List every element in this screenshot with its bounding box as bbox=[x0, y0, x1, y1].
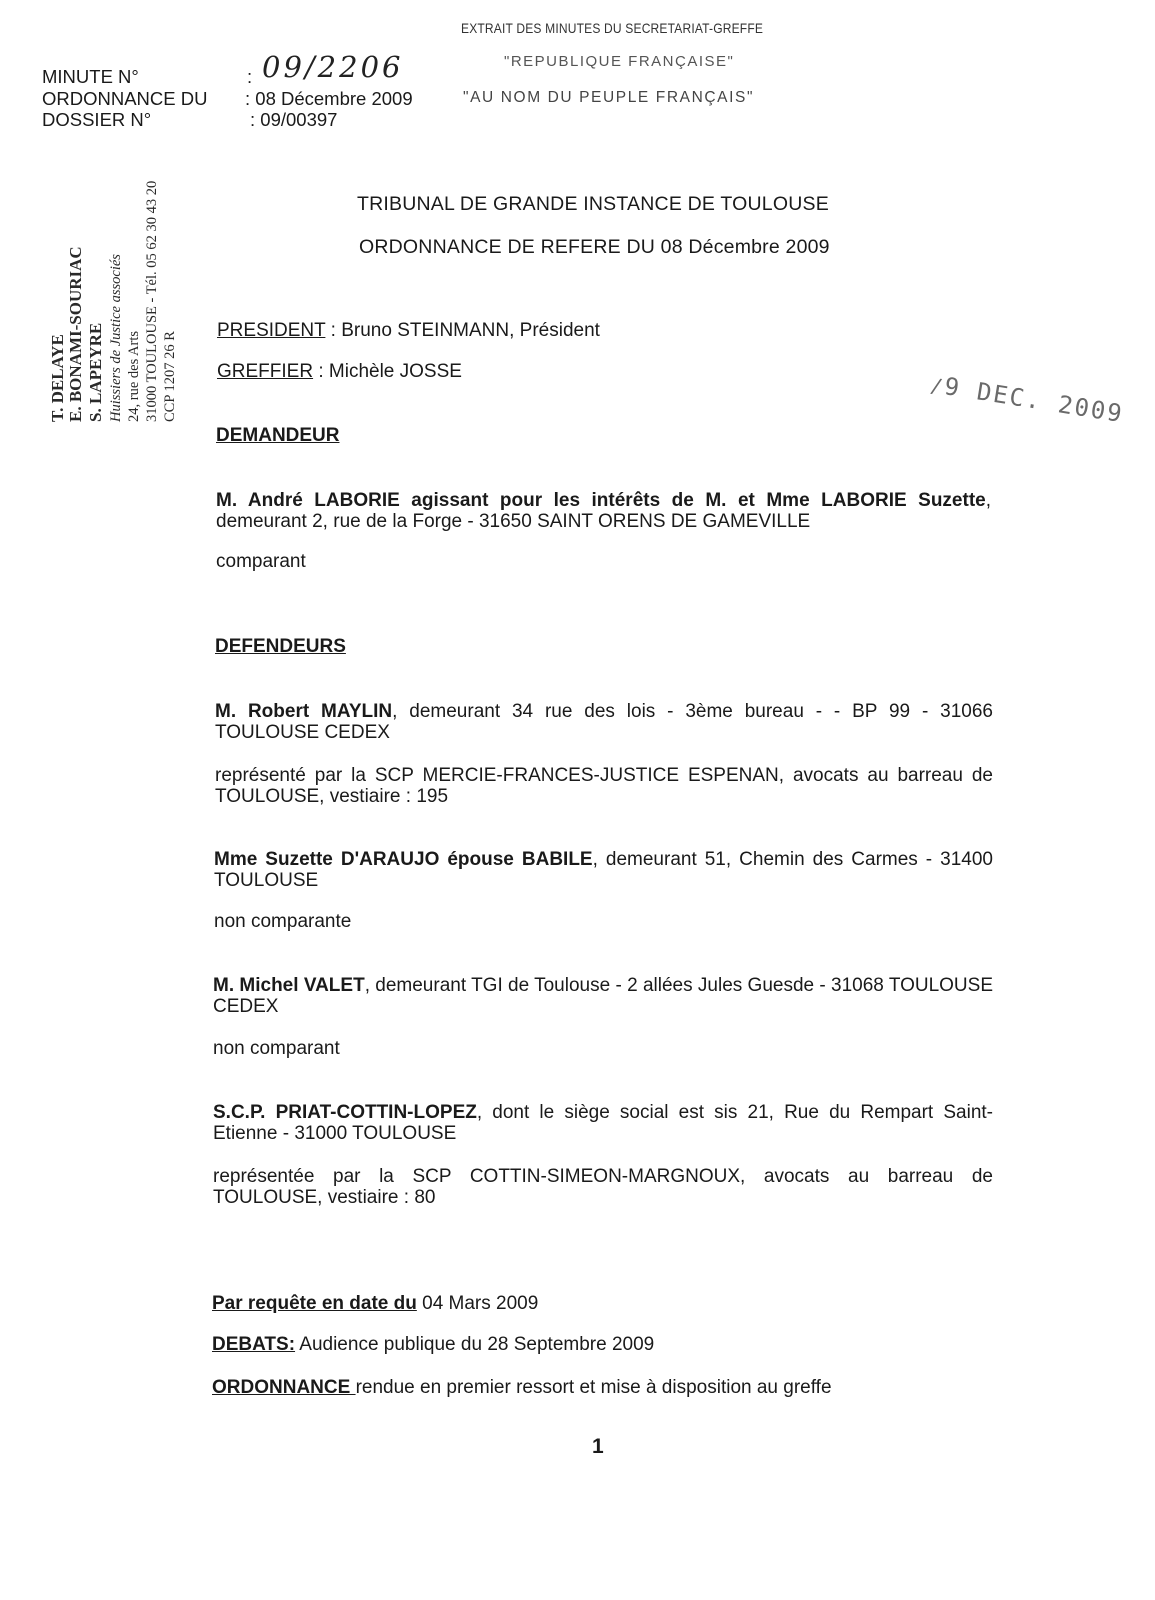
stamp-line-5: 24, rue des Arts bbox=[126, 330, 142, 422]
defendeur-entry bbox=[215, 701, 993, 743]
debats-value: Audience publique du 28 Septembre 2009 bbox=[295, 1334, 655, 1355]
demandeur-entry bbox=[216, 490, 991, 532]
minute-label: MINUTE N° bbox=[42, 66, 139, 87]
peuple-header: "AU NOM DU PEUPLE FRANÇAIS" bbox=[463, 89, 755, 106]
greffier-value: : Michèle JOSSE bbox=[313, 361, 462, 382]
dossier-number: : 09/00397 bbox=[250, 109, 338, 130]
defendeur-address: , demeurant TGI de Toulouse - 2 allées Jules Guesde - 31068 TOULOUSE CEDEX bbox=[213, 975, 993, 1017]
defendeur-name: S.C.P. PRIAT-COTTIN-LOPEZ bbox=[213, 1102, 477, 1123]
demandeur-heading: DEMANDEUR bbox=[216, 425, 340, 446]
defendeur-address: , dont le siège social est sis 21, Rue du Rempart Saint-Etienne - 31000 TOULOUSE bbox=[213, 1102, 993, 1144]
republique-header: "REPUBLIQUE FRANÇAISE" bbox=[504, 53, 735, 70]
stamp-line-2: E. BONAMI-SOURIAC bbox=[66, 246, 85, 422]
president-label: PRESIDENT bbox=[217, 320, 326, 341]
ordonnance-line bbox=[212, 1377, 832, 1398]
requete-line bbox=[212, 1293, 538, 1314]
defendeur-address: , demeurant 34 rue des lois - 3ème bureau - - BP 99 - 31066 TOULOUSE CEDEX bbox=[215, 701, 993, 743]
demandeur-status: comparant bbox=[216, 551, 306, 572]
greffier-label: GREFFIER bbox=[217, 361, 314, 382]
ordonnance-value: rendue en premier ressort et mise à disposition au greffe bbox=[355, 1377, 832, 1398]
stamp-line-7: CCP 1207 26 R bbox=[162, 331, 178, 422]
president-value: : Bruno STEINMANN, Président bbox=[325, 320, 600, 341]
defendeur-status: non comparant bbox=[213, 1038, 340, 1059]
stamp-line-6: 31000 TOULOUSE - Tél. 05 62 30 43 20 bbox=[144, 180, 160, 422]
ordonnance-date: : 08 Décembre 2009 bbox=[245, 88, 413, 109]
requete-label: Par requête en date du bbox=[212, 1293, 417, 1314]
minute-number-handwritten: 09/2206 bbox=[262, 50, 404, 84]
page-number: 1 bbox=[592, 1435, 604, 1458]
extrait-header: EXTRAIT DES MINUTES DU SECRETARIAT-GREFFE bbox=[461, 20, 764, 36]
debats-line bbox=[212, 1334, 654, 1355]
defendeur-entry bbox=[214, 849, 993, 891]
received-date-stamp: /9 DEC. 2009 bbox=[928, 372, 1126, 429]
president-line bbox=[217, 320, 600, 341]
court-subtitle: ORDONNANCE DE REFERE DU 08 Décembre 2009 bbox=[359, 236, 830, 258]
dossier-label: DOSSIER N° bbox=[42, 109, 152, 130]
defendeur-entry bbox=[213, 975, 993, 1017]
greffier-line bbox=[217, 361, 462, 382]
demandeur-name: M. André LABORIE agissant pour les intérêts de M. et Mme LABORIE Suzette bbox=[216, 490, 986, 511]
stamp-line-3: S. LAPEYRE bbox=[86, 322, 105, 422]
defendeur-address: , demeurant 51, Chemin des Carmes - 31400 TOULOUSE bbox=[214, 849, 993, 891]
minute-colon: : bbox=[247, 66, 253, 87]
bailiff-stamp bbox=[48, 182, 188, 427]
debats-label: DEBATS: bbox=[212, 1334, 296, 1355]
defendeur-status: représentée par la SCP COTTIN-SIMEON-MARGNOUX, avocats au barreau de TOULOUSE, vestiaire : 80 bbox=[213, 1166, 993, 1208]
defendeur-status: représenté par la SCP MERCIE-FRANCES-JUSTICE ESPENAN, avocats au barreau de TOULOUSE, vestiaire : 195 bbox=[215, 765, 993, 807]
ordonnance-label: ORDONNANCE bbox=[212, 1377, 356, 1398]
requete-value: 04 Mars 2009 bbox=[416, 1293, 539, 1314]
defendeur-name: Mme Suzette D'ARAUJO épouse BABILE bbox=[214, 849, 593, 870]
defendeurs-heading: DEFENDEURS bbox=[215, 636, 346, 657]
demandeur-address: , demeurant 2, rue de la Forge - 31650 SAINT ORENS DE GAMEVILLE bbox=[216, 490, 991, 532]
court-title: TRIBUNAL DE GRANDE INSTANCE DE TOULOUSE bbox=[357, 193, 829, 215]
defendeur-name: M. Michel VALET bbox=[213, 975, 365, 996]
defendeur-entry bbox=[213, 1102, 993, 1144]
stamp-line-1: T. DELAYE bbox=[48, 334, 67, 422]
ordonnance-label: ORDONNANCE DU bbox=[42, 88, 208, 109]
defendeur-status: non comparante bbox=[214, 911, 352, 932]
stamp-line-4: Huissiers de Justice associés bbox=[108, 254, 124, 422]
defendeur-name: M. Robert MAYLIN bbox=[215, 701, 393, 722]
